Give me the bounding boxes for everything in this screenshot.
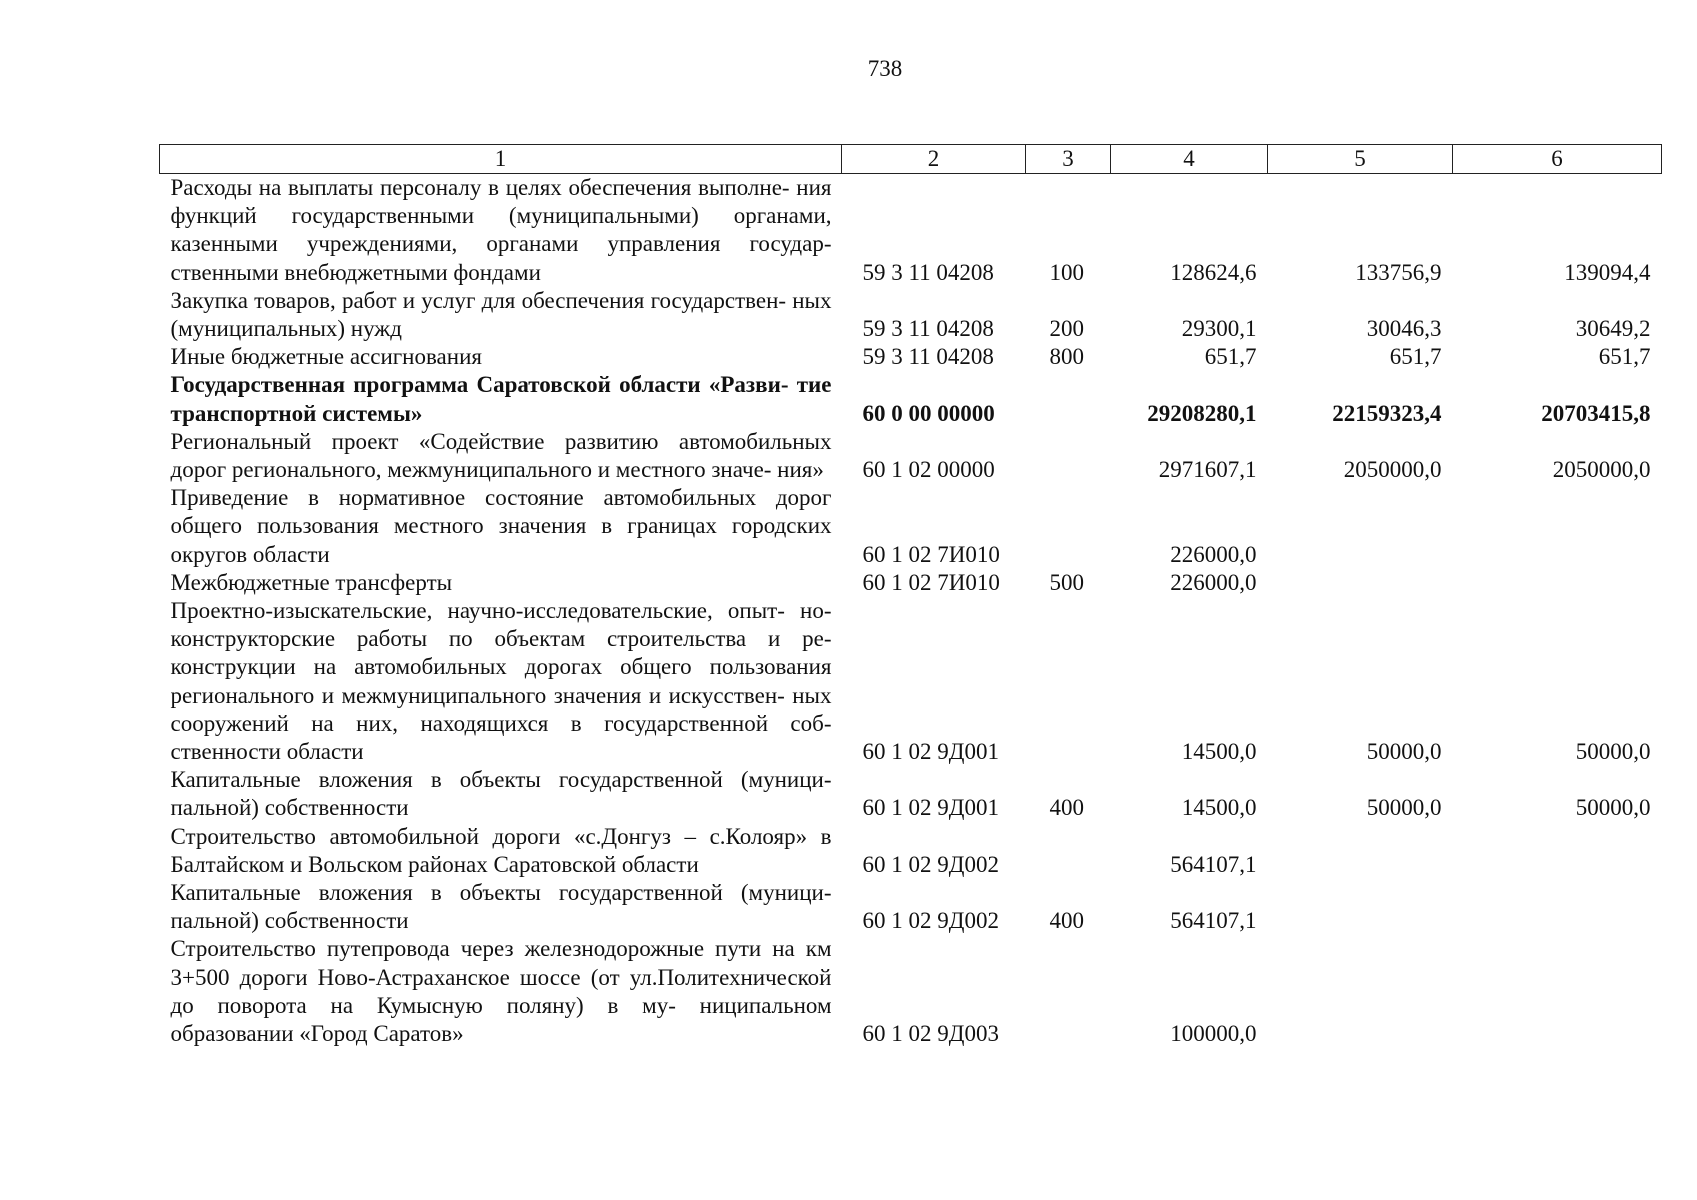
row-value-3: 50000,0 bbox=[1575, 739, 1651, 765]
row-value-3 bbox=[1453, 484, 1662, 569]
row-value-3: 2050000,0 bbox=[1552, 457, 1651, 483]
row-value-1: 29300,1 bbox=[1181, 316, 1257, 342]
row-expense-type bbox=[1026, 371, 1111, 427]
table-row bbox=[160, 569, 1662, 597]
row-value-2: 133756,9 bbox=[1355, 259, 1442, 285]
row-code: 60 1 02 7И010 bbox=[862, 569, 1000, 595]
row-code: 59 3 11 04208 bbox=[862, 259, 994, 285]
header-col-5: 5 bbox=[1268, 145, 1453, 174]
row-code: 60 1 02 9Д001 bbox=[862, 739, 999, 765]
header-col-4: 4 bbox=[1111, 145, 1268, 174]
row-value-2 bbox=[1268, 935, 1453, 1048]
row-name: Межбюджетные трансферты bbox=[170, 569, 453, 595]
header-col-6: 6 bbox=[1453, 145, 1662, 174]
budget-table bbox=[159, 144, 1662, 1048]
row-value-1: 651,7 bbox=[1204, 344, 1257, 370]
row-value-3: 651,7 bbox=[1598, 344, 1651, 370]
table-row bbox=[160, 174, 1662, 287]
table-header bbox=[160, 145, 1662, 174]
row-name: Строительство путепровода через железнодорожные пути на км 3+500 дороги Ново-Астраханское шоссе (от ул.Политехнической до поворота на Кумысную поляну) в му- ниципальном образовании «Город Саратов» bbox=[170, 936, 832, 1047]
row-name: Государственная программа Саратовской области «Разви- тие транспортной системы» bbox=[170, 372, 832, 426]
row-code: 60 1 02 9Д003 bbox=[862, 1021, 999, 1047]
row-expense-type bbox=[1026, 823, 1111, 879]
table-row bbox=[160, 484, 1662, 569]
row-value-3 bbox=[1453, 935, 1662, 1048]
row-value-1: 2971607,1 bbox=[1158, 457, 1257, 483]
row-expense-type bbox=[1026, 484, 1111, 569]
row-value-3: 50000,0 bbox=[1575, 795, 1651, 821]
row-value-1: 29208280,1 bbox=[1147, 400, 1257, 426]
row-expense-type: 800 bbox=[1049, 344, 1084, 370]
table-row bbox=[160, 935, 1662, 1048]
table-row bbox=[160, 766, 1662, 822]
row-expense-type: 500 bbox=[1049, 569, 1084, 595]
row-name: Закупка товаров, работ и услуг для обеспечения государствен- ных (муниципальных) нужд bbox=[170, 287, 832, 342]
row-value-1: 14500,0 bbox=[1181, 795, 1257, 821]
header-col-1: 1 bbox=[160, 145, 842, 174]
header-col-3: 3 bbox=[1026, 145, 1111, 174]
row-code: 60 1 02 9Д002 bbox=[862, 851, 999, 877]
row-expense-type bbox=[1026, 597, 1111, 766]
row-name: Строительство автомобильной дороги «с.Донгуз – с.Колояр» в Балтайском и Вольском районах Саратовской области bbox=[170, 823, 832, 877]
row-value-1: 564107,1 bbox=[1170, 908, 1257, 934]
row-name: Капитальные вложения в объекты государственной (муници- пальной) собственности bbox=[170, 767, 832, 821]
row-value-1: 128624,6 bbox=[1170, 259, 1257, 285]
row-value-2 bbox=[1268, 823, 1453, 879]
row-expense-type: 100 bbox=[1049, 259, 1084, 285]
row-code: 60 0 00 00000 bbox=[862, 400, 995, 426]
row-value-2: 50000,0 bbox=[1366, 739, 1442, 765]
table-row-program bbox=[160, 371, 1662, 427]
row-value-2 bbox=[1268, 879, 1453, 935]
row-value-3 bbox=[1453, 823, 1662, 879]
row-value-2: 651,7 bbox=[1389, 344, 1442, 370]
row-value-2: 30046,3 bbox=[1366, 316, 1442, 342]
header-col-2: 2 bbox=[842, 145, 1026, 174]
row-code: 59 3 11 04208 bbox=[862, 344, 994, 370]
table-body bbox=[160, 174, 1662, 1049]
row-value-1: 564107,1 bbox=[1170, 851, 1257, 877]
table-row bbox=[160, 597, 1662, 766]
table-row bbox=[160, 823, 1662, 879]
row-code: 60 1 02 7И010 bbox=[862, 541, 1000, 567]
table-row bbox=[160, 343, 1662, 371]
table-row bbox=[160, 879, 1662, 935]
row-expense-type: 400 bbox=[1049, 908, 1084, 934]
row-expense-type: 400 bbox=[1049, 795, 1084, 821]
row-value-3: 30649,2 bbox=[1575, 316, 1651, 342]
row-name: Иные бюджетные ассигнования bbox=[170, 344, 482, 370]
row-value-3 bbox=[1453, 569, 1662, 597]
row-value-1: 14500,0 bbox=[1181, 739, 1257, 765]
row-name: Расходы на выплаты персоналу в целях обеспечения выполне- ния функций государственными (муниципальными) органами, казенными учреждениями, органами управления государ- ственными внебюджетными фондами bbox=[170, 175, 832, 285]
row-value-2 bbox=[1268, 484, 1453, 569]
row-code: 60 1 02 9Д002 bbox=[862, 908, 999, 934]
row-value-2: 22159323,4 bbox=[1332, 400, 1442, 426]
row-value-3: 20703415,8 bbox=[1541, 400, 1651, 426]
table-row bbox=[160, 428, 1662, 484]
row-expense-type bbox=[1026, 428, 1111, 484]
row-code: 59 3 11 04208 bbox=[862, 316, 994, 342]
table-row bbox=[160, 287, 1662, 343]
row-value-2 bbox=[1268, 569, 1453, 597]
row-name: Приведение в нормативное состояние автомобильных дорог общего пользования местного значения в границах городских округов области bbox=[170, 485, 832, 567]
row-name: Проектно-изыскательские, научно-исследовательские, опыт- но-конструкторские работы по объектам строительства и ре- конструкции на автомобильных дорогах общего пользования регионального и межмуниципального значения и искусствен- ных сооружений на них, находящихся в государственной соб- ственности области bbox=[170, 598, 832, 765]
row-value-1: 226000,0 bbox=[1170, 569, 1257, 595]
row-name: Капитальные вложения в объекты государственной (муници- пальной) собственности bbox=[170, 880, 832, 934]
row-value-3 bbox=[1453, 879, 1662, 935]
page-number: 738 bbox=[867, 56, 903, 81]
row-expense-type: 200 bbox=[1049, 316, 1084, 342]
row-value-1: 226000,0 bbox=[1170, 541, 1257, 567]
row-name: Региональный проект «Содействие развитию автомобильных дорог регионального, межмуниципального и местного значе- ния» bbox=[170, 428, 832, 483]
row-code: 60 1 02 9Д001 bbox=[862, 795, 999, 821]
row-code: 60 1 02 00000 bbox=[862, 457, 995, 483]
row-value-1: 100000,0 bbox=[1170, 1021, 1257, 1047]
row-value-3: 139094,4 bbox=[1564, 259, 1651, 285]
row-value-2: 50000,0 bbox=[1366, 795, 1442, 821]
row-value-2: 2050000,0 bbox=[1343, 457, 1442, 483]
row-expense-type bbox=[1026, 935, 1111, 1048]
